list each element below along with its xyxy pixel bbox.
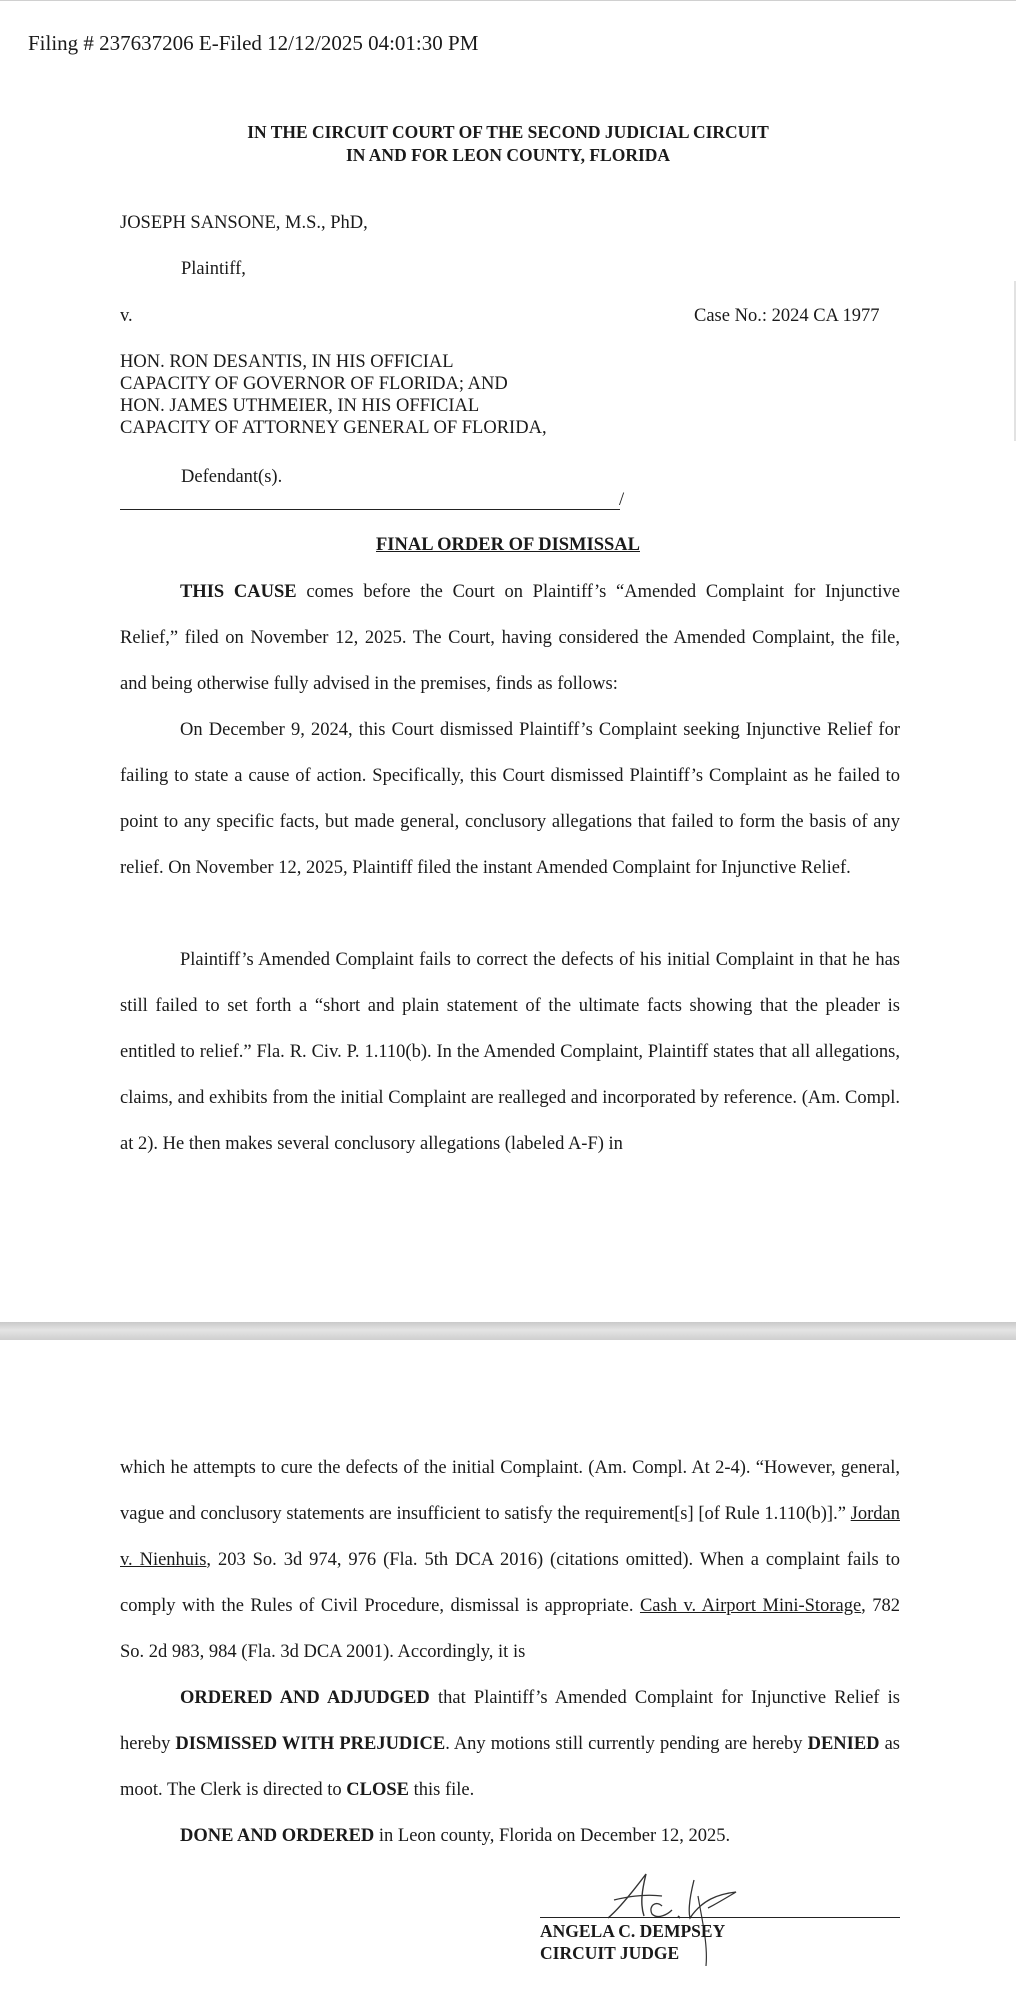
judge-name: ANGELA C. DEMPSEY — [540, 1921, 726, 1941]
paragraph-text: comes before the Court on Plaintiff’s “Amended Complaint for Injunctive Relief,” filed on November 12, 2025. The Court, having considered the Amended Complaint, the file, and being otherwise fully advised in the premises, finds as follows: — [120, 582, 900, 694]
judge-title: CIRCUIT JUDGE — [540, 1943, 680, 1963]
paragraph-text: , 782 So. 2d 983, 984 (Fla. 3d DCA 2001). Accordingly, it is — [120, 1596, 901, 1662]
defendant-label: Defendant(s). — [181, 467, 283, 487]
defendant-line: HON. RON DESANTIS, IN HIS OFFICIAL — [120, 352, 454, 372]
defendants-block — [120, 351, 547, 439]
paragraph-conclusory-statements — [120, 1445, 900, 1675]
bold-phrase: CLOSE — [346, 1780, 409, 1800]
caption-rule — [120, 509, 620, 510]
versus: v. — [120, 306, 133, 326]
defendant-line: HON. JAMES UTHMEIER, IN HIS OFFICIAL — [120, 396, 480, 416]
paragraph-text: this file. — [408, 1780, 475, 1800]
paragraph-text: that Plaintiff’s Amended Complaint for Injunctive Relief is hereby — [120, 1688, 901, 1754]
plaintiff-label: Plaintiff, — [181, 259, 246, 279]
defendant-line: CAPACITY OF GOVERNOR OF FLORIDA; AND — [120, 374, 508, 394]
paragraph-this-cause — [120, 569, 900, 707]
bold-phrase: DONE AND ORDERED — [180, 1826, 375, 1846]
caption-rule-slash: / — [619, 490, 625, 510]
bold-phrase: DISMISSED WITH PREJUDICE — [175, 1734, 446, 1754]
paragraph-done-ordered — [120, 1813, 900, 1859]
paragraph-text: which he attempts to cure the defects of the initial Complaint. (Am. Compl. At 2-4). “However, general, vague and conclusory statements are insufficient to satisfy the requirement[s] [of Rule 1.110(b)].” — [120, 1458, 900, 1524]
plaintiff-name: JOSEPH SANSONE, M.S., PhD, — [120, 213, 368, 233]
paragraph-text: . Any motions still currently pending are hereby — [445, 1734, 808, 1754]
paragraph-text: in Leon county, Florida on December 12, 2025. — [374, 1826, 731, 1846]
paragraph-text: , 203 So. 3d 974, 976 (Fla. 5th DCA 2016) (citations omitted). When a complaint fails to comply with the Rules of Civil Procedure, dismissal is appropriate. — [120, 1550, 900, 1616]
paragraph-text: Plaintiff’s Amended Complaint fails to correct the defects of his initial Complaint in that he has still failed to set forth a “short and plain statement of the ultimate facts showing that the pleader is entitled to relief.” Fla. R. Civ. P. 1.110(b). In the Amended Complaint, Plaintiff states that all allegations, claims, and exhibits from the initial Complaint are realleged and incorporated by reference. (Am. Compl. at 2). He then makes several conclusory allegations (labeled A-F) in — [120, 950, 900, 1154]
court-heading-line-2: IN AND FOR LEON COUNTY, FLORIDA — [345, 145, 671, 165]
page-separator — [0, 1322, 1016, 1340]
paragraph-text: as moot. The Clerk is directed to — [120, 1734, 900, 1800]
court-heading-line-1: IN THE CIRCUIT COURT OF THE SECOND JUDICIAL CIRCUIT — [247, 122, 769, 142]
filing-header: Filing # 237637206 E-Filed 12/12/2025 04:01:30 PM — [28, 31, 479, 55]
case-citation-jordan: Jordan v. Nienhuis — [120, 1504, 900, 1570]
paragraph-text: On December 9, 2024, this Court dismissed Plaintiff’s Complaint seeking Injunctive Relief for failing to state a cause of action. Specifically, this Court dismissed Plaintiff’s Complaint as he failed to point to any specific facts, but made general, conclusory allegations that failed to form the basis of any relief. On November 12, 2025, Plaintiff filed the instant Amended Complaint for Injunctive Relief. — [120, 720, 900, 878]
signature-line — [540, 1917, 900, 1918]
bold-phrase: ORDERED AND ADJUDGED — [180, 1688, 430, 1708]
paragraph-amended-complaint — [120, 937, 900, 1167]
bold-phrase: DENIED — [807, 1734, 880, 1754]
paragraph-prior-dismissal — [120, 707, 900, 891]
order-title: FINAL ORDER OF DISMISSAL — [375, 535, 640, 555]
bold-phrase: THIS CAUSE — [180, 582, 297, 602]
case-number: Case No.: 2024 CA 1977 — [694, 306, 880, 326]
paragraph-ordered-adjudged — [120, 1675, 900, 1813]
defendant-line: CAPACITY OF ATTORNEY GENERAL OF FLORIDA, — [120, 418, 547, 438]
case-citation-cash: Cash v. Airport Mini-Storage — [639, 1596, 862, 1616]
